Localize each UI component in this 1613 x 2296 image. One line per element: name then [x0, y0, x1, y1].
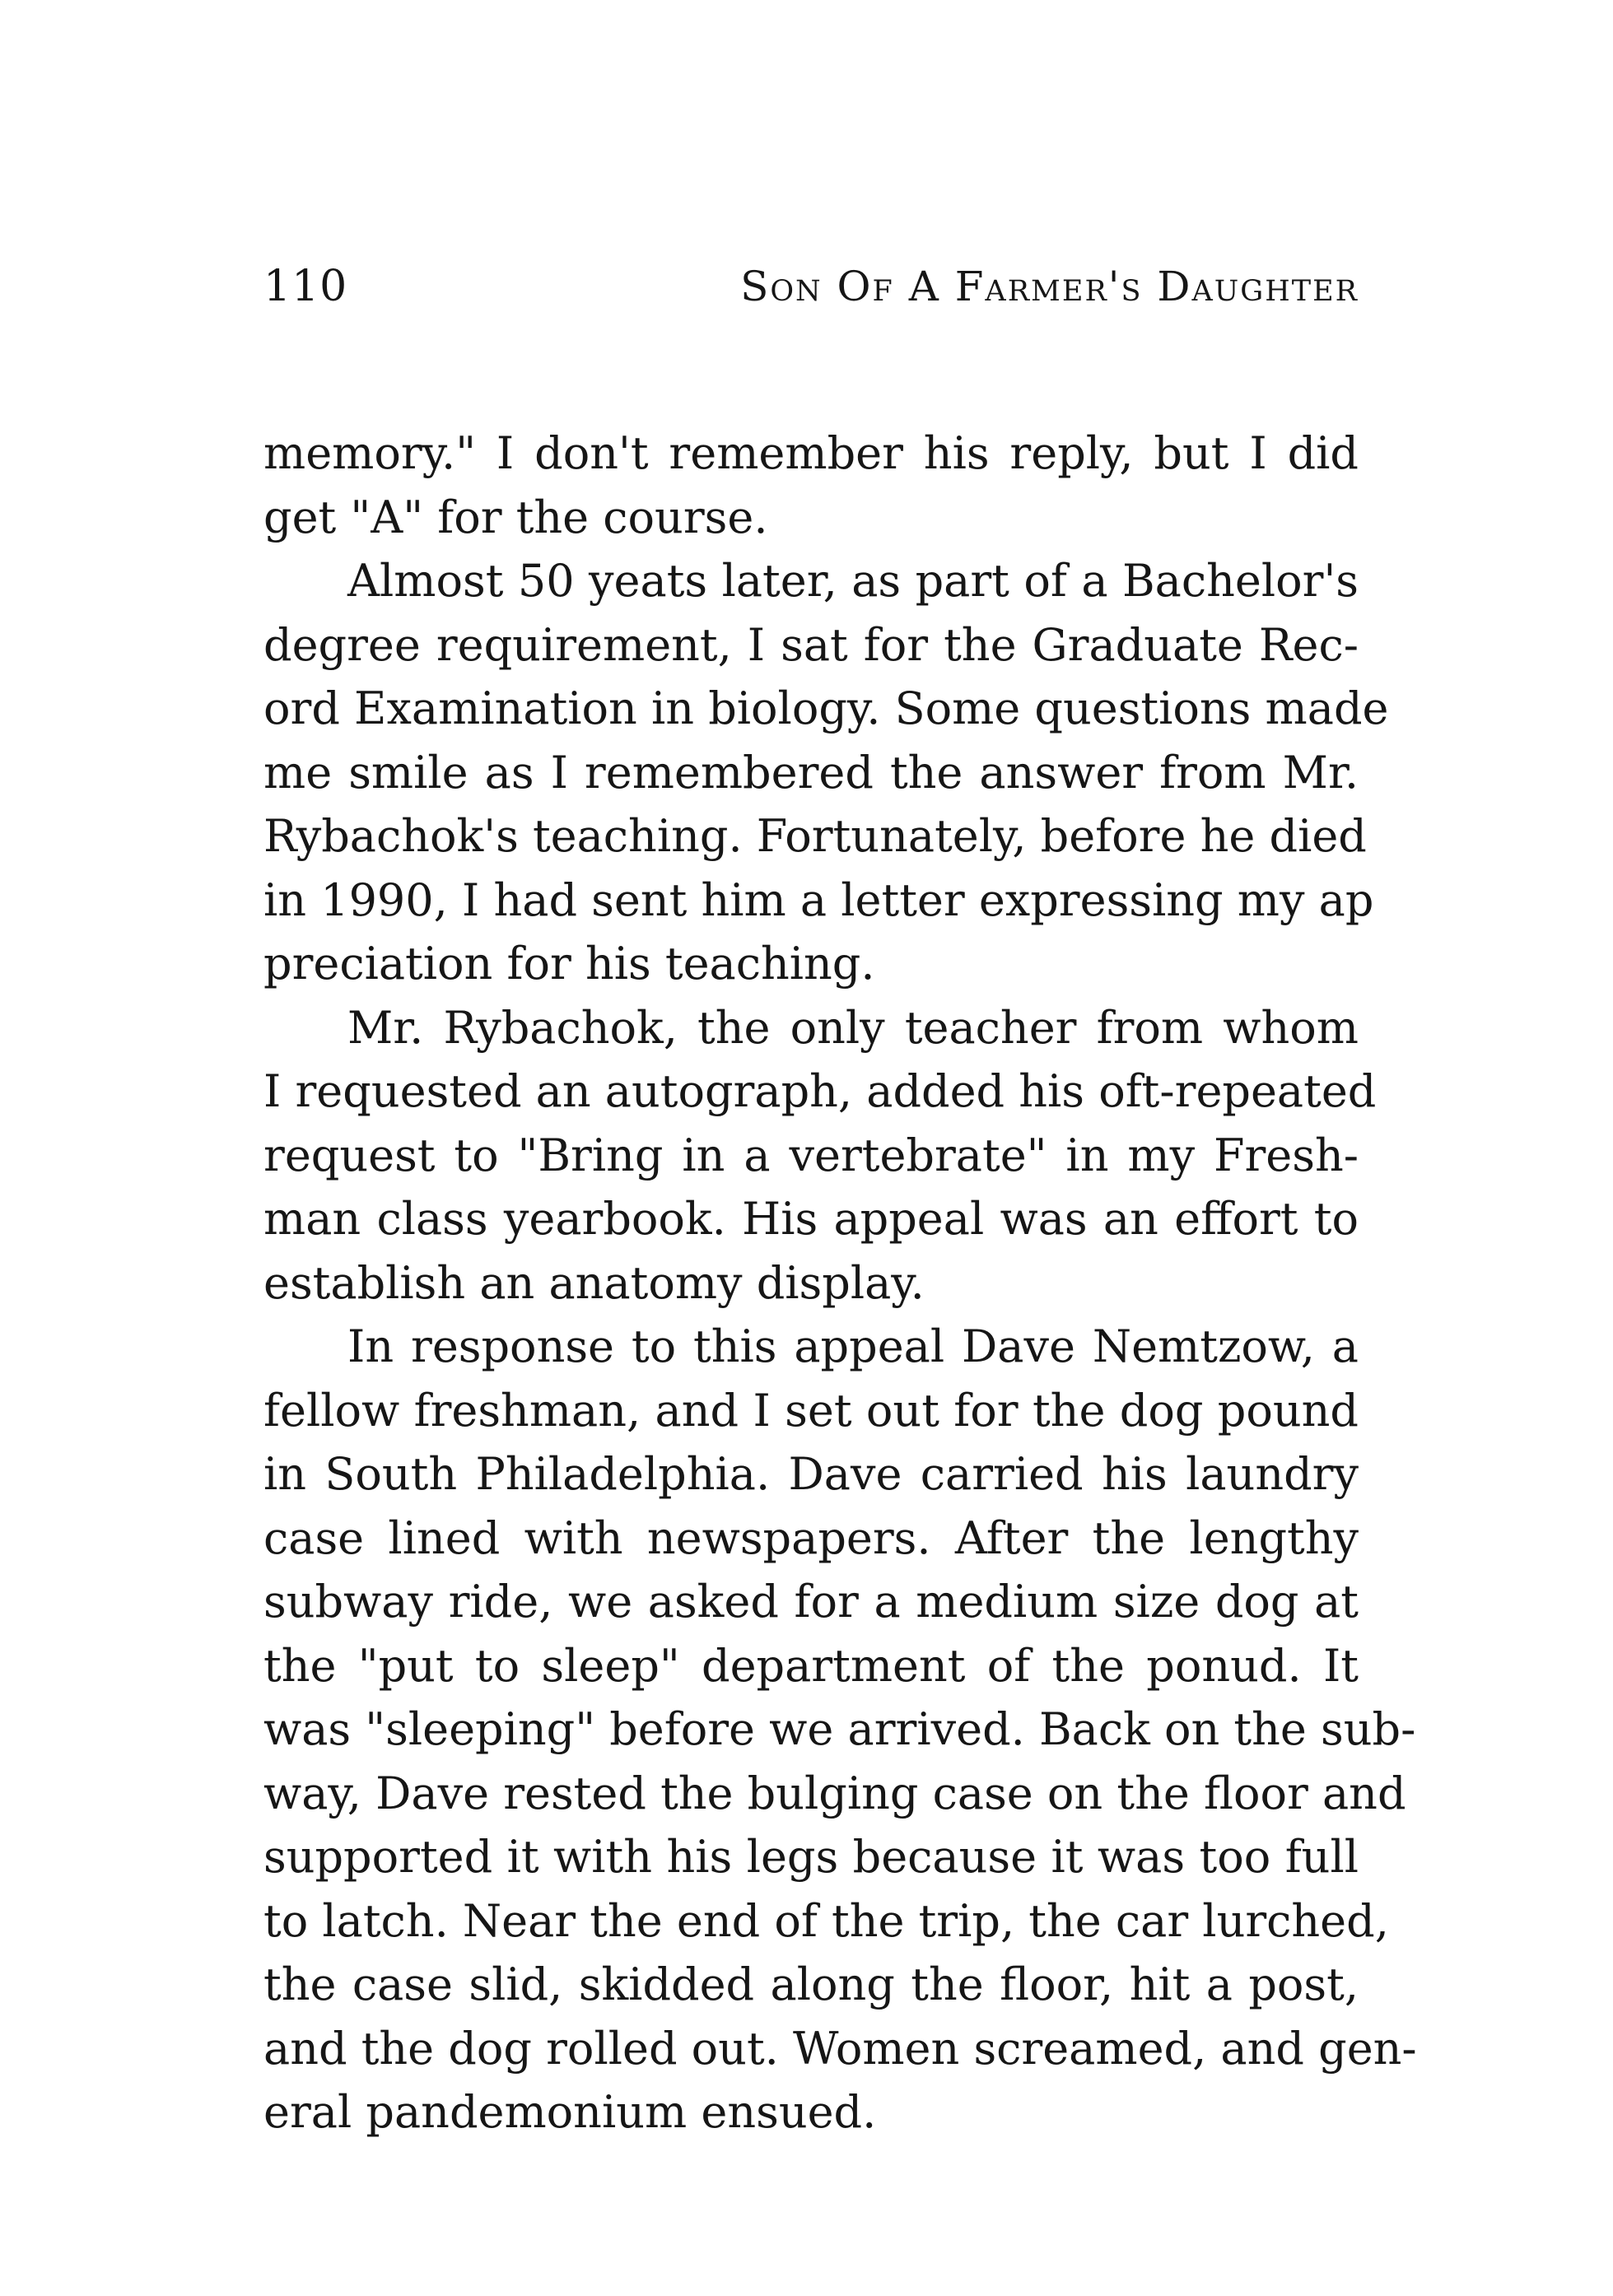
text-line: eral pandemonium ensued.	[263, 2086, 877, 2138]
text-line: case lined with newspapers. After the lengthy	[263, 1511, 1359, 1564]
text-line: the "put to sleep" department of the ponud. It	[263, 1639, 1359, 1692]
text-line: ord Examination in biology. Some questions made	[263, 682, 1389, 734]
text-line: fellow freshman, and I set out for the dog pound	[263, 1384, 1359, 1437]
text-line: subway ride, we asked for a medium size dog at	[263, 1576, 1359, 1628]
text-line: establish an anatomy display.	[263, 1256, 925, 1309]
page-number: 110	[263, 262, 348, 311]
running-head: Son Of A Farmer's Daughter	[740, 263, 1359, 310]
page-header	[263, 254, 1359, 319]
text-line: In response to this appeal Dave Nemtzow, a	[347, 1320, 1359, 1372]
text-line: to latch. Near the end of the trip, the car lurched,	[263, 1894, 1389, 1947]
text-line: preciation for his teaching.	[263, 938, 875, 990]
text-line: way, Dave rested the bulging case on the floor and	[263, 1767, 1406, 1819]
text-line: man class yearbook. His appeal was an effort to	[263, 1193, 1359, 1245]
text-line: I requested an autograph, added his oft-repeated	[263, 1065, 1377, 1117]
body-text	[263, 421, 1417, 2145]
text-line: request to "Bring in a vertebrate" in my Fresh-	[263, 1129, 1359, 1181]
text-line: and the dog rolled out. Women screamed, and gen-	[263, 2022, 1417, 2075]
text-line: supported it with his legs because it was too full	[263, 1831, 1359, 1883]
text-line: in South Philadelphia. Dave carried his laundry	[263, 1448, 1359, 1500]
text-line: me smile as I remembered the answer from Mr.	[263, 746, 1359, 799]
text-line: was "sleeping" before we arrived. Back on the sub-	[263, 1703, 1416, 1755]
text-line: the case slid, skidded along the floor, hit a post,	[263, 1958, 1359, 2010]
text-line: degree requirement, I sat for the Graduate Rec-	[263, 618, 1359, 671]
text-line: get "A" for the course.	[263, 491, 768, 543]
text-line: memory." I don't remember his reply, but I did	[263, 427, 1359, 479]
text-line: Rybachok's teaching. Fortunately, before he died	[263, 810, 1367, 862]
text-line: Mr. Rybachok, the only teacher from whom	[347, 1001, 1359, 1054]
text-line: in 1990, I had sent him a letter expressing my ap	[263, 873, 1374, 926]
text-line: Almost 50 yeats later, as part of a Bachelor's	[347, 555, 1359, 607]
